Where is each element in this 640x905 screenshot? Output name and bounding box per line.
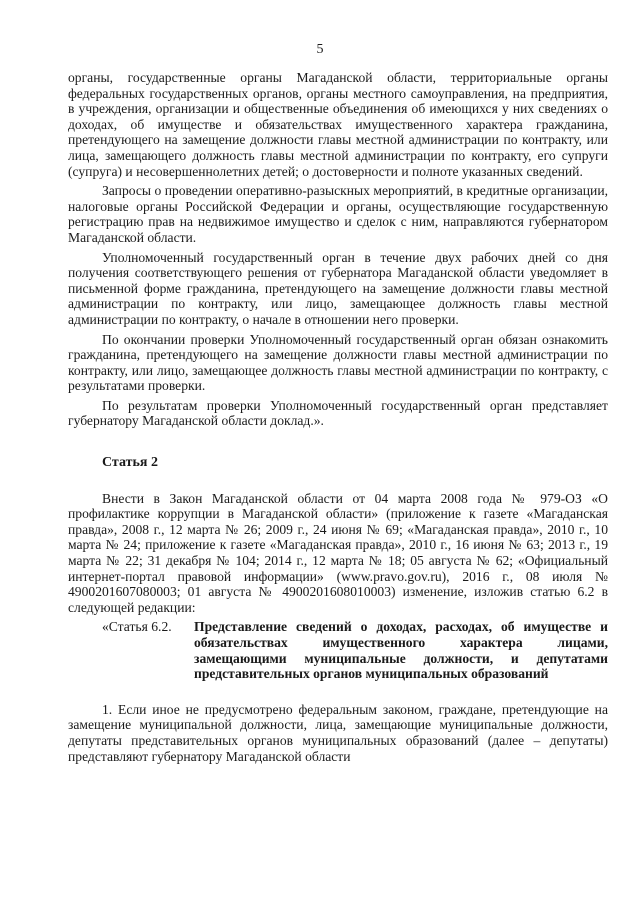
new-article-label: «Статья 6.2. — [102, 619, 172, 635]
page-number: 5 — [316, 42, 324, 57]
paragraph-results: По окончании проверки Уполномоченный государственный орган обязан ознакомить гражданина, претендующего на замещение должности главы местной администрации по контракту, или лицо, замещающее должность главы местной администрации по контракту, с результатами проверки. — [68, 331, 608, 394]
paragraph-continuation: органы, государственные органы Магаданской области, территориальные органы федеральных государственных органов, органы местного самоуправления, на предприятия, в учреждения, организации и общественные объединения об имеющихся у них сведениях о доходах, об имуществе и обязательствах имущественного характера гражданина, претендующего на замещение должности главы местной администрации по контракту, или лица, замещающего должность главы местной администрации по контракту, его супруги (супруга) и несовершеннолетних детей; о достоверности и полноте указанных сведений. — [68, 70, 608, 179]
item-1: 1. Если иное не предусмотрено федеральным законом, граждане, претендующие на замещение муниципальной должности, лица, замещающие муниципальные должности, депутаты представительных органов муниципальных образований (далее – депутаты) представляют губернатору Магаданской области — [68, 701, 608, 764]
article-intro: Внести в Закон Магаданской области от 04 марта 2008 года № 979-ОЗ «О профилактике коррупции в Магаданской области» (приложение к газете «Магаданская правда», 2008 г., 12 марта № 26; 2009 г., 24 июня № 69; «Магаданская правда», 2010 г., 10 марта № 24; приложение к газете «Магаданская правда», 2010 г., 16 июня № 63; 2013 г., 19 марта № 22; 31 декабря № 104; 2014 г., 12 марта № 18; 05 августа № 62; «Официальный интернет-портал правовой информации» (www.pravo.gov.ru), 2016 г., 08 июля № 4900201607080003; 01 августа № 4900201608010003) изменение, изложив статью 6.2 в следующей редакции: — [68, 490, 608, 615]
new-article-block — [68, 619, 608, 681]
paragraph-requests: Запросы о проведении оперативно-разыскных мероприятий, в кредитные организации, налоговые органы Российской Федерации и органы, осуществляющие государственную регистрацию прав на недвижимое имущество и сделок с ним, направляются губернатором Магаданской области. — [68, 183, 608, 245]
document-body — [68, 70, 608, 764]
article-heading: Статья 2 — [102, 455, 158, 471]
paragraph-notification: Уполномоченный государственный орган в течение двух рабочих дней со дня получения соответствующего решения от губернатора Магаданской области уведомляет в письменной форме гражданина, претендующего на замещение должности главы местной администрации по контракту, или лицо, замещающее должность главы местной администрации по контракту, о начале в отношении него проверки. — [68, 249, 608, 327]
paragraph-report: По результатам проверки Уполномоченный государственный орган представляет губернатору Магаданской области доклад.». — [68, 397, 608, 429]
new-article-title: Представление сведений о доходах, расходах, об имуществе и обязательствах имущественного характера лицами, замещающими муниципальные должности, и депутатами представительных органов муниципальных образований — [194, 619, 608, 682]
